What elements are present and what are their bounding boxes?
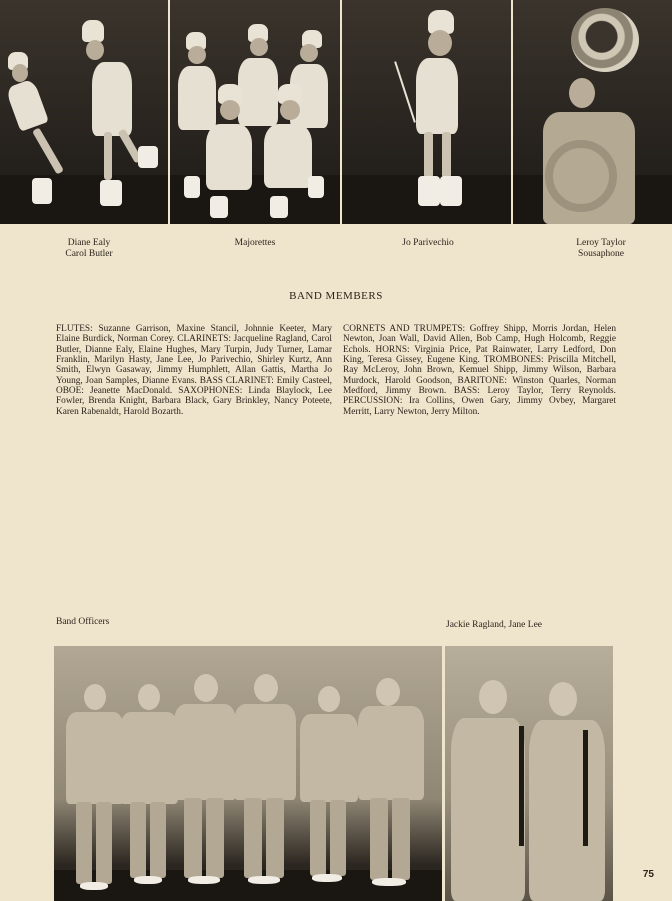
caption-twirler-name-1: Diane Ealy — [67, 238, 111, 248]
caption-sousaphone-instrument: Sousaphone — [578, 249, 624, 259]
sousaphone-bell — [571, 8, 639, 72]
caption-majorettes: Majorettes — [234, 238, 276, 248]
members-column-right: CORNETS AND TRUMPETS: Goffrey Shipp, Morris Jordan, Helen Newton, Joan Wall, David Allen, Bob Camp, Hugh Holcomb, Reggie Echols. HORNS: Virginia Price, Pat Rainwater, Larry Ledford, Don King, Teresa Gissey, Eugene King. TROMBONES: Priscilla Mitchell, Ray McLeroy, John Brown, Kemuel Shipp, Jimmy Wilson, Barbara Murdock, Harold Goodson, BARITONE: Winston Quarles, Norman Medford, Jimmy Brown. BASS: Leroy Taylor, Terry Reynolds. PERCUSSION: Ira Collins, Owen Gary, Jimmy Ovbey, Margaret Merritt, Larry Newton, Jerry Milton. — [343, 324, 616, 417]
photo-solo-majorette — [342, 0, 511, 224]
photo-twirlers-duo — [0, 0, 168, 224]
members-column-left: FLUTES: Suzanne Garrison, Maxine Stancil, Johnnie Keeter, Mary Elaine Burdick, Norman Corey. CLARINETS: Jacqueline Ragland, Carol Butler, Dianne Ealy, Elaine Hughes, Mary Turpin, Judy Turner, Lamar Franklin, Marilyn Hasty, Jane Lee, Jo Parivechio, Shirley Kurtz, Ann Smith, Elwyn Gasaway, Jimmy Humphlett, Allan Gattis, Martha Jo Young, Joan Samples, Dianne Evans. BASS CLARINET: Emily Casteel, OBOE: Jeanette MacDonald. SAXOPHONES: Linda Blaylock, Lee Fowler, Brenda Knight, Barbara Black, Gary Brinkley, Nancy Poteete, Karen Rabenaldt, Harold Bozarth. — [56, 324, 332, 417]
page-number: 75 — [642, 869, 654, 880]
caption-solo-majorette: Jo Parivechio — [402, 238, 454, 248]
photo-band-officers — [54, 646, 442, 901]
photo-majorettes — [170, 0, 340, 224]
section-title: BAND MEMBERS — [289, 290, 383, 302]
caption-twirlers — [44, 238, 134, 260]
caption-twirler-name-2: Carol Butler — [65, 249, 113, 259]
caption-band-officers: Band Officers — [56, 617, 110, 627]
caption-officer-pair: Jackie Ragland, Jane Lee — [446, 620, 543, 630]
caption-sousaphone-name: Leroy Taylor — [576, 238, 626, 248]
photo-officer-pair — [445, 646, 613, 901]
caption-sousaphone — [546, 238, 656, 260]
photo-sousaphone — [513, 0, 672, 224]
